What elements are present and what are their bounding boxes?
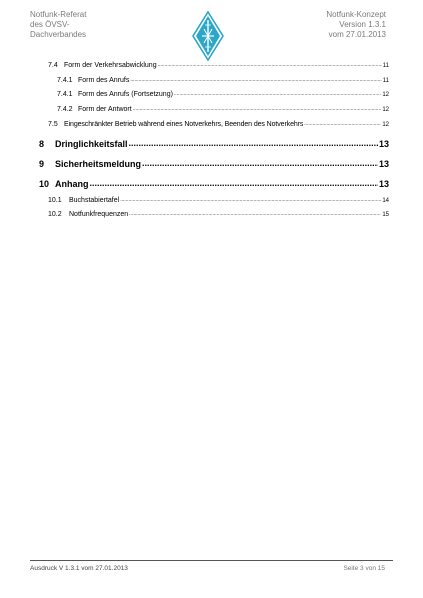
toc-entry-title: Anhang [55, 179, 89, 189]
toc-entry-title: Sicherheitsmeldung [55, 159, 142, 169]
toc-entry-page: 14 [382, 198, 389, 204]
header-right-line: vom 27.01.2013 [328, 30, 386, 39]
toc-entry-page: 13 [378, 159, 389, 169]
footer-divider [30, 560, 393, 561]
toc-leader-dots [158, 62, 382, 68]
toc-entry-page: 12 [382, 107, 389, 113]
toc-entry-number: 7.5 [48, 121, 58, 128]
header-left-line: Notfunk-Referat [30, 10, 87, 19]
toc-leader-dots [120, 197, 381, 203]
footer-page-number: Seite 3 von 15 [343, 565, 385, 572]
toc-entry-page: 11 [382, 63, 389, 69]
toc-entry-title: Dringlichkeitsfall [55, 139, 128, 149]
toc-entry[interactable] [48, 197, 389, 204]
toc-entry[interactable] [39, 159, 389, 169]
toc-leader-dots [174, 91, 381, 97]
toc-entry-page: 15 [382, 212, 389, 218]
toc-entry[interactable] [48, 211, 389, 218]
toc-entry-number: 8 [39, 139, 45, 149]
toc-entry[interactable] [39, 139, 389, 149]
toc-leader-dots [133, 106, 382, 112]
toc-leader-dots [130, 77, 381, 83]
toc-entry-number: 10.2 [48, 211, 62, 218]
header-organization [30, 10, 86, 40]
toc-entry-title: Form des Anrufs (Fortsetzung) [78, 91, 173, 98]
oevsv-diamond-logo-icon [192, 11, 224, 61]
footer-print-info: Ausdruck V 1.3.1 vom 27.01.2013 [30, 565, 128, 572]
header-left-line: Dachverbandes [30, 30, 87, 39]
toc-entry[interactable] [57, 77, 389, 84]
toc-leader-dots [142, 158, 378, 168]
toc-leader-dots [129, 138, 378, 148]
toc-entry-title: Notfunkfrequenzen [69, 211, 129, 218]
toc-entry-number: 7.4.1 [57, 77, 73, 84]
toc-entry-number: 7.4.1 [57, 91, 73, 98]
header-right-line: Version 1.3.1 [339, 20, 386, 29]
toc-entry[interactable] [57, 106, 389, 113]
toc-entry-page: 12 [382, 122, 389, 128]
toc-leader-dots [129, 211, 381, 217]
toc-entry-page: 11 [382, 78, 389, 84]
toc-leader-dots [304, 121, 381, 127]
toc-entry-title: Form des Anrufs [78, 77, 130, 84]
toc-entry-number: 9 [39, 159, 45, 169]
toc-leader-dots [90, 178, 378, 188]
toc-entry-page: 13 [378, 139, 389, 149]
toc-entry[interactable] [39, 179, 389, 189]
toc-entry-title: Eingeschränkter Betrieb während eines Notverkehrs, Beenden des Notverkehrs [64, 121, 304, 128]
toc-entry-number: 10.1 [48, 197, 62, 204]
toc-entry-number: 7.4 [48, 62, 58, 69]
toc-entry-page: 13 [378, 179, 389, 189]
toc-entry-title: Form der Antwort [78, 106, 132, 113]
toc-entry[interactable] [57, 91, 389, 98]
toc-entry[interactable] [48, 62, 389, 69]
toc-entry-title: Buchstabiertafel [69, 197, 120, 204]
toc-entry-title: Form der Verkehrsabwicklung [64, 62, 157, 69]
toc-entry-page: 12 [382, 92, 389, 98]
toc-entry-number: 7.4.2 [57, 106, 73, 113]
header-document-info [326, 10, 386, 40]
header-left-line: des ÖVSV- [30, 20, 70, 29]
toc-entry-number: 10 [39, 179, 50, 189]
toc-entry[interactable] [48, 121, 389, 128]
header-right-line: Notfunk-Konzept [326, 10, 386, 19]
